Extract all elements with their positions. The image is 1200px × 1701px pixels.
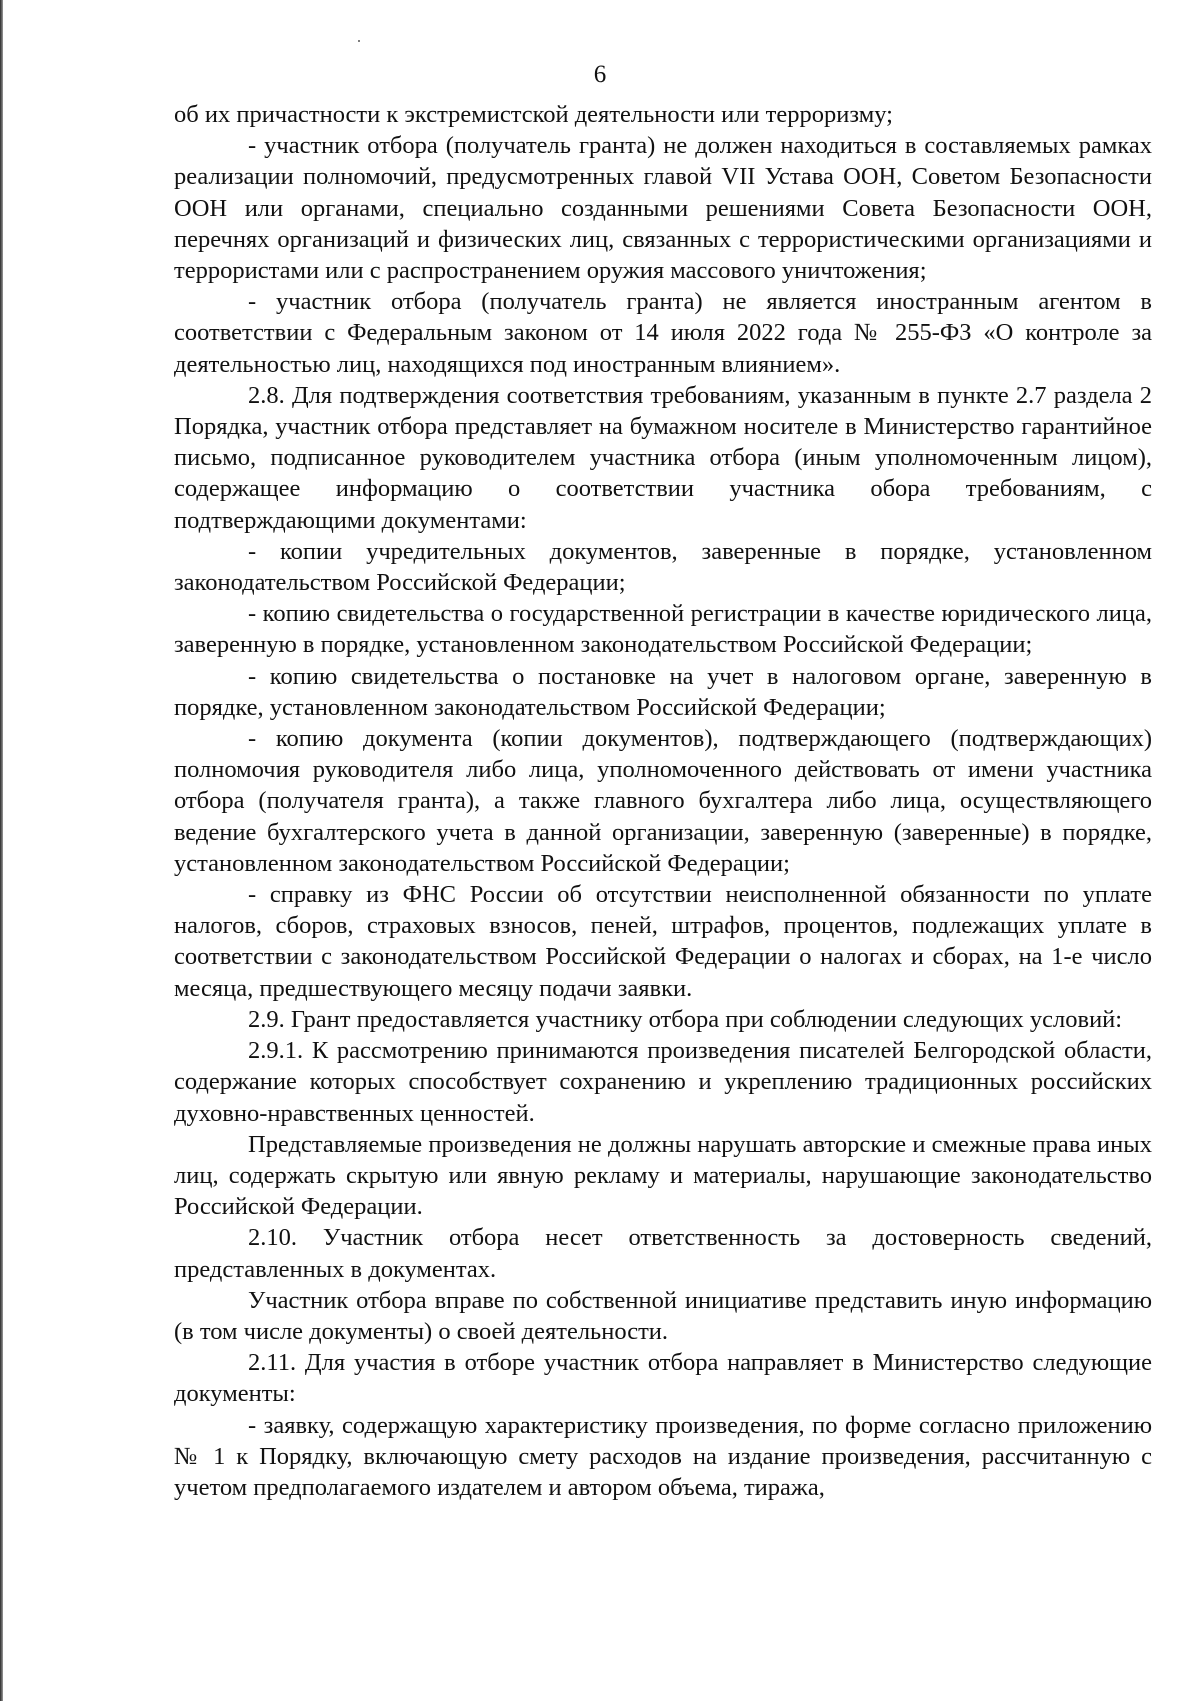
list-item-application: - заявку, содержащую характеристику произведения, по форме согласно приложению № 1 к Порядку, включающую смету расходов на издание произведения, рассчитанную с учетом предполагаемого издателем и автором объема, тиража, — [174, 1411, 1152, 1501]
list-item-fns-reference: - справку из ФНС России об отсутствии неисполненной обязанности по уплате налогов, сборов, страховых взносов, пеней, штрафов, процентов, подлежащих уплате в соответствии с законодательством Российской Федерации о налогах и сборах, на 1-е число месяца, предшествующего месяцу подачи заявки. — [174, 881, 1152, 1002]
page-number: 6 — [593, 61, 607, 88]
list-item-charter-docs: - копии учредительных документов, заверенные в порядке, установленном законодательством Российской Федерации; — [174, 537, 1152, 597]
list-item-registration-certificate: - копию свидетельства о государственной регистрации в качестве юридического лица, заверенную в порядке, установленном законодательством Российской Федерации; — [174, 600, 1152, 659]
paragraph-2-10: 2.10. Участник отбора несет ответственность за достоверность сведений, представленных в документах. — [174, 1224, 1152, 1283]
paragraph-2-9-1: 2.9.1. К рассмотрению принимаются произведения писателей Белгородской области, содержание которых способствует сохранению и укреплению традиционных российских духовно-нравственных ценностей. — [174, 1037, 1152, 1127]
paragraph-2-9: 2.9. Грант предоставляется участнику отбора при соблюдении следующих условий: — [248, 1005, 1123, 1033]
paragraph-foreign-agent: - участник отбора (получатель гранта) не является иностранным агентом в соответствии с Федеральным законом от 14 июля 2022 года № 255-ФЗ «О контроле за деятельностью лиц, находящихся под иностранным влиянием». — [174, 288, 1152, 378]
list-item-tax-certificate: - копию свидетельства о постановке на учет в налоговом органе, заверенную в порядке, установленном законодательством Российской Федерации; — [174, 662, 1152, 721]
scan-edge-shadow — [0, 0, 3, 1701]
paragraph-continuation: об их причастности к экстремистской деятельности или терроризму; — [174, 101, 893, 128]
paragraph-additional-info: Участник отбора вправе по собственной инициативе представить иную информацию (в том числе документы) о своей деятельности. — [174, 1286, 1152, 1345]
paragraph-copyright-requirements: Представляемые произведения не должны нарушать авторские и смежные права иных лиц, содержать скрытую или явную рекламу и материалы, нарушающие законодательство Российской Федерации. — [174, 1130, 1152, 1221]
paragraph-sanctions-list: - участник отбора (получатель гранта) не должен находиться в составляемых рамках реализации полномочий, предусмотренных главой VII Устава ООН, Советом Безопасности ООН или органами, специально созданными решениями Совета Безопасности ООН, перечнях организаций и физических лиц, связанных с террористическими организациями и террористами или с распространением оружия массового уничтожения; — [174, 132, 1152, 285]
scan-speck — [358, 40, 360, 42]
paragraph-2-8: 2.8. Для подтверждения соответствия требованиям, указанным в пункте 2.7 раздела 2 Порядка, участник отбора представляет на бумажном носителе в Министерство гарантийное письмо, подписанное руководителем участника отбора (иным уполномоченным лицом), содержащее информацию о соответствии участника обора требованиям, с подтверждающими документами: — [174, 381, 1152, 534]
paragraph-2-11: 2.11. Для участия в отборе участник отбора направляет в Министерство следующие документы: — [174, 1349, 1152, 1408]
document-body — [174, 99, 1152, 1503]
list-item-authority-docs: - копию документа (копии документов), подтверждающего (подтверждающих) полномочия руководителя либо лица, уполномоченного действовать от имени участника отбора (получателя гранта), а также главного бухгалтера либо лица, осуществляющего ведение бухгалтерского учета в данной организации, заверенную (заверенные) в порядке, установленном законодательством Российской Федерации; — [174, 725, 1152, 877]
